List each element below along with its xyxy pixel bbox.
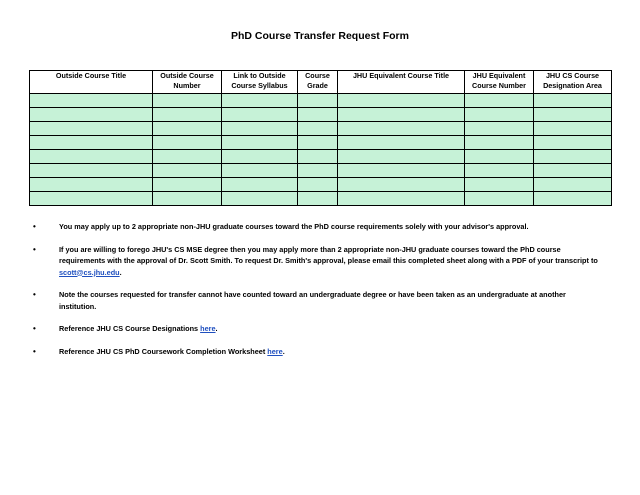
note-item xyxy=(33,244,598,279)
table-cell[interactable] xyxy=(222,122,298,136)
table-row xyxy=(30,192,612,206)
table-cell[interactable] xyxy=(222,164,298,178)
table-cell[interactable] xyxy=(338,122,465,136)
table-cell[interactable] xyxy=(534,122,612,136)
table-cell[interactable] xyxy=(534,136,612,150)
table-cell[interactable] xyxy=(465,94,534,108)
table-cell[interactable] xyxy=(298,94,338,108)
table-cell[interactable] xyxy=(153,178,222,192)
table-row xyxy=(30,164,612,178)
table-cell[interactable] xyxy=(30,178,153,192)
table-cell[interactable] xyxy=(465,136,534,150)
note-text: If you are willing to forego JHU's CS MSE degree then you may apply more than 2 appropriate non-JHU graduate courses toward the PhD course requirements with the approval of Dr. Scott Smith. To request Dr. Smith's approval, please email this completed sheet along with a PDF of your transcript to xyxy=(59,244,598,265)
header-outside-course-number: Outside Course Number xyxy=(153,71,222,94)
table-row xyxy=(30,178,612,192)
table-cell[interactable] xyxy=(298,192,338,206)
table-cell[interactable] xyxy=(338,164,465,178)
table-cell[interactable] xyxy=(298,164,338,178)
bullet-icon: • xyxy=(33,290,36,299)
page-title: PhD Course Transfer Request Form xyxy=(231,30,409,42)
course-designations-link[interactable]: here xyxy=(200,324,216,333)
table-cell[interactable] xyxy=(338,136,465,150)
header-jhu-designation-area: JHU CS Course Designation Area xyxy=(534,71,612,94)
table-row xyxy=(30,108,612,122)
table-cell[interactable] xyxy=(222,108,298,122)
bullet-icon: • xyxy=(33,222,36,231)
table-cell[interactable] xyxy=(153,122,222,136)
table-cell[interactable] xyxy=(298,150,338,164)
course-transfer-table xyxy=(29,70,612,206)
table-cell[interactable] xyxy=(30,136,153,150)
table-cell[interactable] xyxy=(465,108,534,122)
table-cell[interactable] xyxy=(298,108,338,122)
table-cell[interactable] xyxy=(153,94,222,108)
header-jhu-equivalent-title: JHU Equivalent Course Title xyxy=(338,71,465,94)
table-cell[interactable] xyxy=(30,108,153,122)
table-cell[interactable] xyxy=(298,178,338,192)
notes-list xyxy=(33,221,598,368)
note-text: Reference JHU CS PhD Coursework Completion Worksheet xyxy=(59,346,268,356)
bullet-icon: • xyxy=(33,346,36,356)
table-cell[interactable] xyxy=(222,192,298,206)
table-cell[interactable] xyxy=(222,94,298,108)
table-cell[interactable] xyxy=(298,136,338,150)
table-row xyxy=(30,136,612,150)
table-header-row xyxy=(30,71,612,94)
table-cell[interactable] xyxy=(534,178,612,192)
table-cell[interactable] xyxy=(465,192,534,206)
email-link[interactable]: scott@cs.jhu.edu xyxy=(59,267,120,277)
table-cell[interactable] xyxy=(30,150,153,164)
table-cell[interactable] xyxy=(465,178,534,192)
coursework-worksheet-link[interactable]: here xyxy=(267,346,283,356)
note-item xyxy=(33,221,598,233)
header-outside-course-title: Outside Course Title xyxy=(30,71,153,94)
note-text-end: . xyxy=(119,267,122,277)
bullet-icon: • xyxy=(33,244,36,254)
table-cell[interactable] xyxy=(298,122,338,136)
table-cell[interactable] xyxy=(534,108,612,122)
bullet-icon: • xyxy=(33,324,36,333)
header-link-to-syllabus: Link to Outside Course Syllabus xyxy=(222,71,298,94)
table-cell[interactable] xyxy=(338,178,465,192)
table-cell[interactable] xyxy=(30,94,153,108)
table-cell[interactable] xyxy=(153,108,222,122)
note-item xyxy=(33,323,598,335)
note-text: Note the courses requested for transfer cannot have counted toward an undergraduate degree or have been taken as an undergraduate at another institution. xyxy=(59,290,566,311)
header-course-grade: Course Grade xyxy=(298,71,338,94)
table-cell[interactable] xyxy=(465,164,534,178)
table-cell[interactable] xyxy=(153,136,222,150)
table-cell[interactable] xyxy=(465,122,534,136)
table-cell[interactable] xyxy=(222,150,298,164)
table-cell[interactable] xyxy=(338,108,465,122)
table-cell[interactable] xyxy=(30,164,153,178)
table-cell[interactable] xyxy=(153,164,222,178)
table-cell[interactable] xyxy=(534,150,612,164)
table-cell[interactable] xyxy=(534,192,612,206)
table-cell[interactable] xyxy=(222,178,298,192)
table-cell[interactable] xyxy=(534,164,612,178)
header-jhu-equivalent-number: JHU Equivalent Course Number xyxy=(465,71,534,94)
table-cell[interactable] xyxy=(153,150,222,164)
table-cell[interactable] xyxy=(465,150,534,164)
table-cell[interactable] xyxy=(338,192,465,206)
note-text-end: . xyxy=(215,324,218,333)
note-text-end: . xyxy=(282,346,285,356)
note-text: Reference JHU CS Course Designations xyxy=(59,324,201,333)
table-cell[interactable] xyxy=(338,94,465,108)
note-text: You may apply up to 2 appropriate non-JHU graduate courses toward the PhD course requirements solely with your advisor's approval. xyxy=(59,222,529,231)
table-row xyxy=(30,122,612,136)
table-row xyxy=(30,94,612,108)
table-cell[interactable] xyxy=(30,122,153,136)
note-item xyxy=(33,289,598,312)
note-item xyxy=(33,346,598,358)
table-cell[interactable] xyxy=(534,94,612,108)
table-cell[interactable] xyxy=(30,192,153,206)
table-cell[interactable] xyxy=(222,136,298,150)
table-cell[interactable] xyxy=(338,150,465,164)
table-cell[interactable] xyxy=(153,192,222,206)
table-row xyxy=(30,150,612,164)
